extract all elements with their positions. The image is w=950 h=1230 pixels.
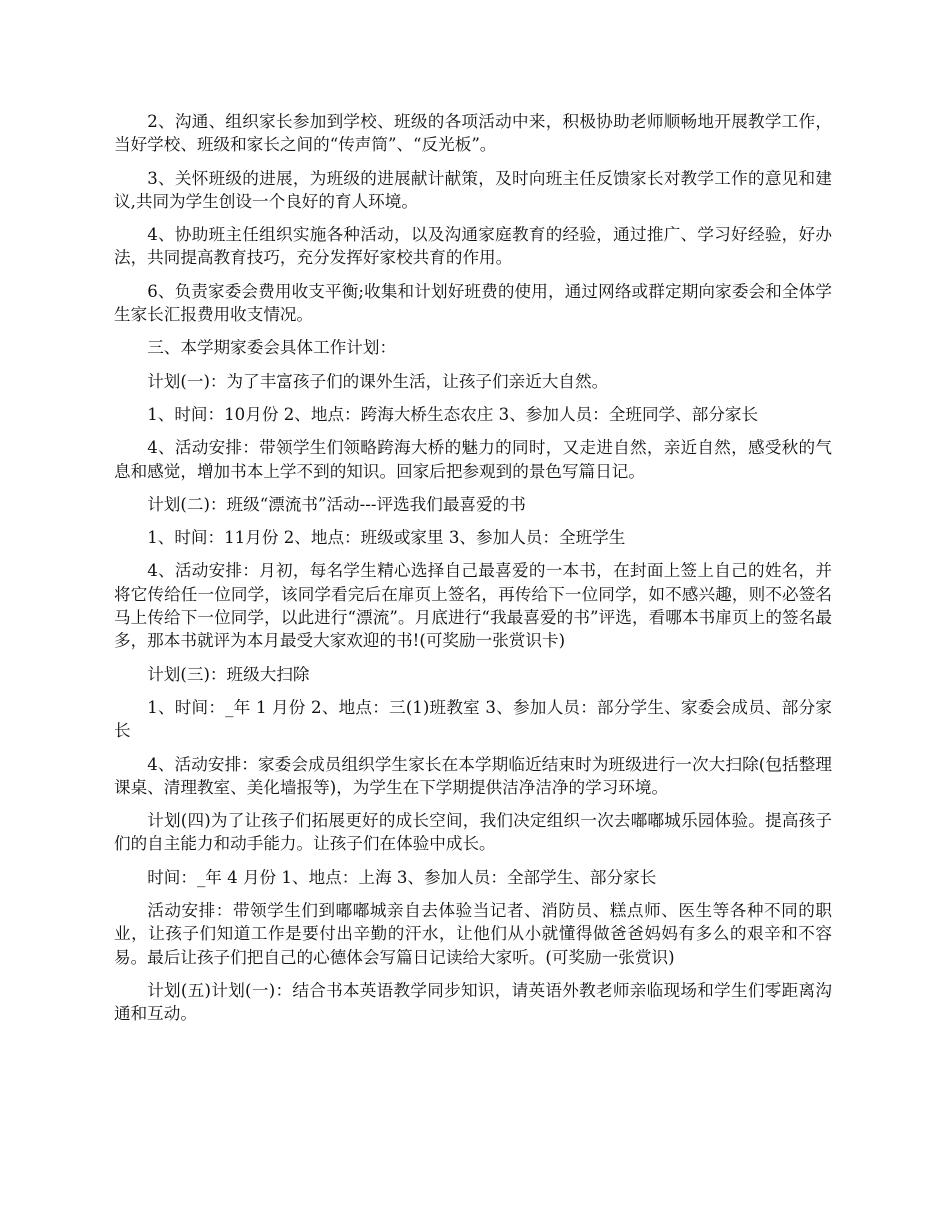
paragraph-duty-6: 6、负责家委会费用收支平衡;收集和计划好班费的使用，通过网络或群定期向家委会和全体学生家长汇报费用收支情况。 (114, 281, 832, 325)
paragraph-duty-2: 2、沟通、组织家长参加到学校、班级的各项活动中来，积极协助老师顺畅地开展教学工作，当好学校、班级和家长之间的“传声筒”、“反光板”。 (114, 112, 832, 155)
plan-1-arrangement: 4、活动安排：带领学生们领略跨海大桥的魅力的同时，又走进自然，亲近自然，感受秋的气息和感觉，增加书本上学不到的知识。回家后把参观到的景色写篇日记。 (114, 438, 832, 481)
plan-1-title: 计划(一)：为了丰富孩子们的课外生活，让孩子们亲近大自然。 (147, 371, 609, 391)
plan-2-arrangement: 4、活动安排：月初，每名学生精心选择自己最喜爱的一本书，在封面上签上自己的姓名，并将它传给任一位同学，该同学看完后在扉页上签名，再传给下一位同学，如不感兴趣，则不必签名马上传给下一位同学，以此进行“漂流”。月底进行“我最喜爱的书”评选，看哪本书扉页上的签名最多，那本书就评为本月最受大家欢迎的书!(可奖励一张赏识卡) (114, 561, 832, 651)
plan-3-title: 计划(三)：班级大扫除 (147, 664, 310, 684)
plan-4-arrangement: 活动安排：带领学生们到嘟嘟城亲自去体验当记者、消防员、糕点师、医生等各种不同的职业，让孩子们知道工作是要付出辛勤的汗水，让他们从小就懂得做爸爸妈妈有多么的艰辛和不容易。最后让孩子们把自己的心德体会写篇日记读给大家听。(可奖励一张赏识) (114, 901, 832, 967)
section-heading-plan: 三、本学期家委会具体工作计划： (147, 338, 397, 358)
paragraph-duty-4: 4、协助班主任组织实施各种活动，以及沟通家庭教育的经验，通过推广、学习好经验，好办法，共同提高教育技巧，充分发挥好家校共育的作用。 (114, 225, 832, 268)
plan-3-details: 1、时间：_年 1 月份 2、地点：三(1)班教室 3、参加人员：部分学生、家委会成员、部分家长 (114, 697, 832, 741)
plan-1-details: 1、时间：10月份 2、地点：跨海大桥生态农庄 3、参加人员：全班同学、部分家长 (147, 404, 759, 424)
plan-4-title: 计划(四)为了让孩子们拓展更好的成长空间，我们决定组织一次去嘟嘟城乐园体验。提高孩子们的自主能力和动手能力。让孩子们在体验中成长。 (114, 811, 832, 854)
plan-5-title: 计划(五)计划(一)：结合书本英语教学同步知识，请英语外教老师亲临现场和学生们零距离沟通和互动。 (114, 980, 832, 1024)
plan-2-details: 1、时间：11月份 2、地点：班级或家里 3、参加人员：全班学生 (147, 528, 626, 548)
plan-2-title: 计划(二)：班级“漂流书”活动---评选我们最喜爱的书 (147, 494, 526, 514)
plan-3-arrangement: 4、活动安排：家委会成员组织学生家长在本学期临近结束时为班级进行一次大扫除(包括整理课桌、清理教室、美化墙报等)，为学生在下学期提供洁净洁净的学习环境。 (114, 754, 832, 797)
paragraph-duty-3: 3、关怀班级的进展，为班级的进展献计献策，及时向班主任反馈家长对教学工作的意见和建议,共同为学生创设一个良好的育人环境。 (114, 168, 832, 211)
plan-4-details: 时间：_年 4 月份 1、地点：上海 3、参加人员：全部学生、部分家长 (147, 867, 657, 887)
